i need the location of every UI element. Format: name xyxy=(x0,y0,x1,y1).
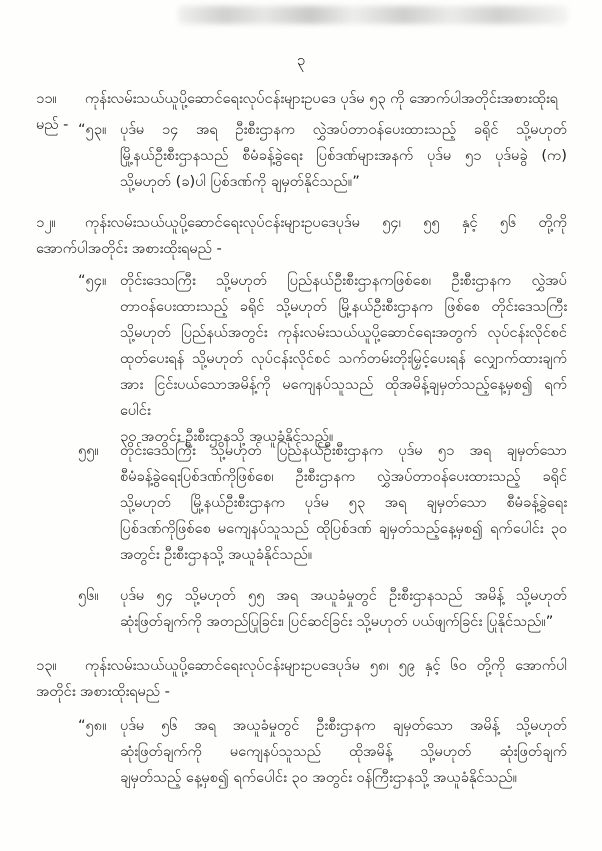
text-line: ထုတ်ပေးရန် သို့မဟုတ် လုပ်ငန်းလိုင်စင် သက်တမ်းတိုးမြှင့်ပေးရန် လျှောက်ထားချက် xyxy=(120,350,567,367)
text-line: ပုဒ်မ ၁၄ အရ ဦးစီးဌာနက လွှဲအပ်တာဝန်ပေးထားသည့် ခရိုင် သို့မဟုတ် xyxy=(120,121,567,138)
quote-section-number: ၅၅။ xyxy=(78,442,99,459)
text-line: သို့မဟုတ် ပြည်နယ်အတွင်း ကုန်းလမ်းသယ်ယူပို့ဆောင်ရေးအတွက် လုပ်ငန်းလိုင်စင် xyxy=(120,324,567,341)
paragraph-number: ၁၁။ xyxy=(36,90,57,107)
quote-section-number: “၅၃။ xyxy=(78,121,107,138)
text-line: တိုင်းဒေသကြီး သို့မဟုတ် ပြည်နယ်ဦးစီးဌာနကဖြစ်စေ၊ ဦးစီးဌာနက လွှဲအပ် xyxy=(120,272,567,289)
quoted-section-58 xyxy=(78,713,567,791)
paragraph-number: ၁၃။ xyxy=(36,657,57,674)
quote-section-number: ၅၆။ xyxy=(78,587,99,604)
text-line xyxy=(36,653,567,679)
paragraph-text: ကုန်းလမ်းသယ်ယူပို့ဆောင်ရေးလုပ်ငန်းများဥပဒေပုဒ်မ ၅၄၊ ၅၅ နှင့် ၅၆ တို့ကို xyxy=(85,214,567,231)
paragraph-12 xyxy=(36,210,567,262)
quoted-section-56 xyxy=(78,583,567,635)
text-line: တာဝန်ပေးထားသည့် ခရိုင် သို့မဟုတ် မြို့နယ်ဦးစီးဌာနက ဖြစ်စေ တိုင်းဒေသကြီး xyxy=(120,298,567,315)
paragraph-13 xyxy=(36,653,567,705)
paragraph-text: ကုန်းလမ်းသယ်ယူပို့ဆောင်ရေးလုပ်ငန်းများဥပဒေ ပုဒ်မ ၅၃ ကို အောက်ပါအတိုင်းအစားထိုးရမည် - xyxy=(36,90,558,133)
text-line: အား ငြင်းပယ်သောအမိန့်ကို မကျေနပ်သူသည် ထိုအမိန့်ချမှတ်သည့်နေ့မှစ၍ ရက်ပေါင်း xyxy=(120,376,567,419)
text-line: စီမံခန့်ခွဲရေးပြစ်ဒဏ်ကိုဖြစ်စေ၊ ဦးစီးဌာနက လွှဲအပ်တာဝန်ပေးထားသည့် ခရိုင် xyxy=(120,468,567,485)
text-line: ပြစ်ဒဏ်ကိုဖြစ်စေ မကျေနပ်သူသည် ထိုပြစ်ဒဏ် ချမှတ်သည့်နေ့မှစ၍ ရက်ပေါင်း ၃၀ xyxy=(120,520,567,537)
scan-smudge-artifact xyxy=(178,6,568,24)
quoted-section-53 xyxy=(78,117,567,195)
text-line: မြို့နယ်ဦးစီးဌာနသည် စီမံခန့်ခွဲရေး ပြစ်ဒဏ်များအနက် ပုဒ်မ ၅၁ ပုဒ်မခွဲ (က) xyxy=(120,147,567,164)
quote-section-number: “၅၄။ xyxy=(78,272,107,289)
text-line: ဆုံးဖြတ်ချက်ကို မကျေနပ်သူသည် ထိုအမိန့် သို့မဟုတ် ဆုံးဖြတ်ချက် xyxy=(120,743,567,760)
quoted-section-54 xyxy=(78,268,567,450)
page-number: ၃ xyxy=(296,51,306,69)
quote-section-number: “၅၈။ xyxy=(78,717,107,734)
text-line: ၃၀ အတွင်း ဦးစီးဌာနသို့ အယူခံနိုင်သည်။ xyxy=(120,428,334,445)
text-line: ဆုံးဖြတ်ချက်ကို အတည်ပြုခြင်း၊ ပြင်ဆင်ခြင်း သို့မဟုတ် ပယ်ဖျက်ခြင်း ပြုနိုင်သည်။” xyxy=(120,613,554,630)
text-line: အောက်ပါအတိုင်း အစားထိုးရမည် - xyxy=(36,240,222,257)
text-line: ပုဒ်မ ၅၆ အရ အယူခံမှုတွင် ဦးစီးဌာနက ချမှတ်သော အမိန့် သို့မဟုတ် xyxy=(120,717,567,734)
text-line: ချမှတ်သည့် နေ့မှစ၍ ရက်ပေါင်း ၃၀ အတွင်း ဝန်ကြီးဌာနသို့ အယူခံနိုင်သည်။ xyxy=(120,769,518,786)
text-line: တိုင်းဒေသကြီး သို့မဟုတ် ပြည်နယ်ဦးစီးဌာနက ပုဒ်မ ၅၁ အရ ချမှတ်သော xyxy=(120,442,567,459)
paragraph-number: ၁၂။ xyxy=(36,214,56,231)
text-line: အတိုင်း အစားထိုးရမည် - xyxy=(36,683,170,700)
text-line: သို့မဟုတ် (ခ)ပါ ပြစ်ဒဏ်ကို ချမှတ်နိုင်သည်။” xyxy=(120,173,360,190)
text-line: သို့မဟုတ် မြို့နယ်ဦးစီးဌာနက ပုဒ်မ ၅၃ အရ ချမှတ်သော စီမံခန့်ခွဲရေး xyxy=(120,494,567,511)
text-line: အတွင်း ဦးစီးဌာနသို့ အယူခံနိုင်သည်။ xyxy=(120,546,313,563)
paragraph-text: ကုန်းလမ်းသယ်ယူပို့ဆောင်ရေးလုပ်ငန်းများဥပဒေပုဒ်မ ၅၈၊ ၅၉ နှင့် ၆၀ တို့ကို အောက်ပါ xyxy=(85,657,567,674)
quoted-section-55 xyxy=(78,438,567,568)
text-line: ပုဒ်မ ၅၄ သို့မဟုတ် ၅၅ အရ အယူခံမှုတွင် ဦးစီးဌာနသည် အမိန့် သို့မဟုတ် xyxy=(120,587,567,604)
text-line xyxy=(36,210,567,236)
